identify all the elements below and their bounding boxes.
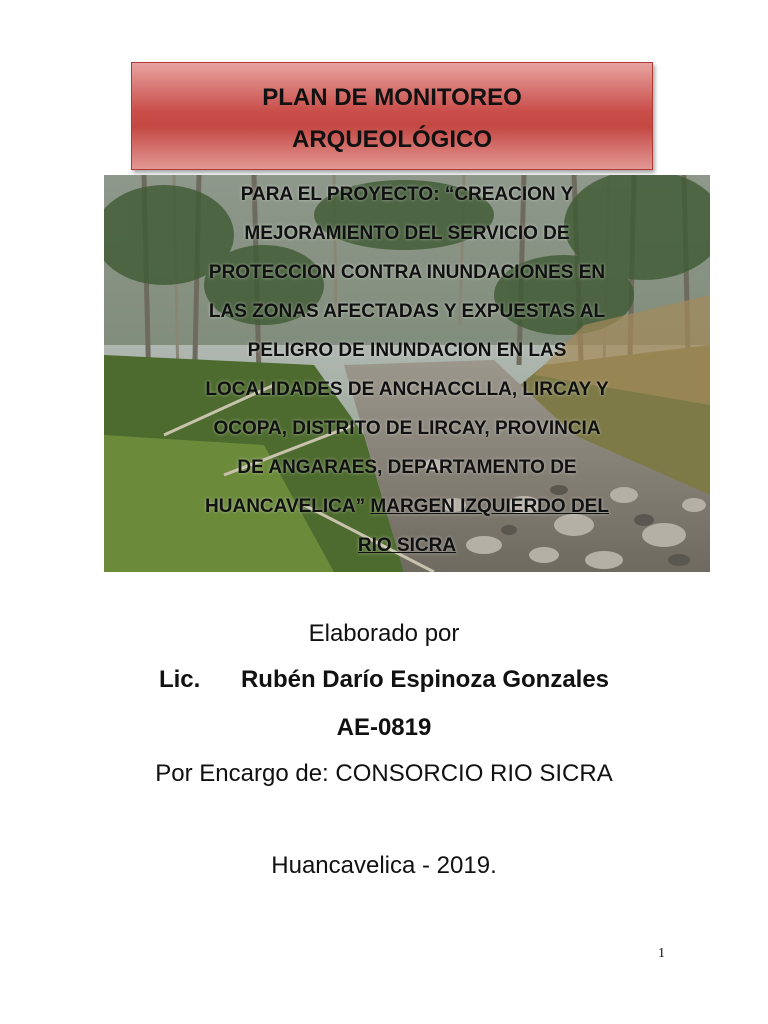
project-line: DE ANGARAES, DEPARTAMENTO DE bbox=[237, 457, 577, 478]
project-line-underlined: MARGEN IZQUIERDO DEL bbox=[370, 496, 609, 517]
project-description bbox=[104, 175, 710, 565]
document-title-box bbox=[131, 62, 653, 170]
project-line: PROTECCION CONTRA INUNDACIONES EN bbox=[208, 262, 606, 283]
author-title: Lic. bbox=[158, 666, 201, 693]
page-number: 1 bbox=[658, 946, 665, 961]
elaborado-label: Elaborado por bbox=[308, 620, 460, 647]
author-name: Rubén Darío Espinoza Gonzales bbox=[240, 666, 610, 693]
project-line: LOCALIDADES DE ANCHACCLLA, LIRCAY Y bbox=[205, 379, 609, 400]
project-line bbox=[104, 526, 710, 565]
project-line: PELIGRO DE INUNDACION EN LAS bbox=[247, 340, 567, 361]
project-line-plain: HUANCAVELICA” bbox=[205, 496, 366, 517]
project-line: PARA EL PROYECTO: “CREACION Y bbox=[240, 184, 574, 205]
project-line-underlined: RIO SICRA bbox=[357, 535, 457, 556]
project-line: MEJORAMIENTO DEL SERVICIO DE bbox=[244, 223, 570, 244]
river-photo bbox=[104, 175, 710, 572]
author-line bbox=[0, 666, 768, 694]
project-line: LAS ZONAS AFECTADAS Y EXPUESTAS AL bbox=[208, 301, 606, 322]
title-line-2: ARQUEOLÓGICO bbox=[291, 126, 492, 153]
project-line: OCOPA, DISTRITO DE LIRCAY, PROVINCIA bbox=[213, 418, 601, 439]
project-line bbox=[104, 487, 710, 526]
author-code: AE-0819 bbox=[336, 714, 432, 741]
title-line-1: PLAN DE MONITOREO bbox=[262, 84, 522, 111]
commissioned-by: Por Encargo de: CONSORCIO RIO SICRA bbox=[155, 760, 613, 787]
place-date: Huancavelica - 2019. bbox=[271, 852, 497, 879]
